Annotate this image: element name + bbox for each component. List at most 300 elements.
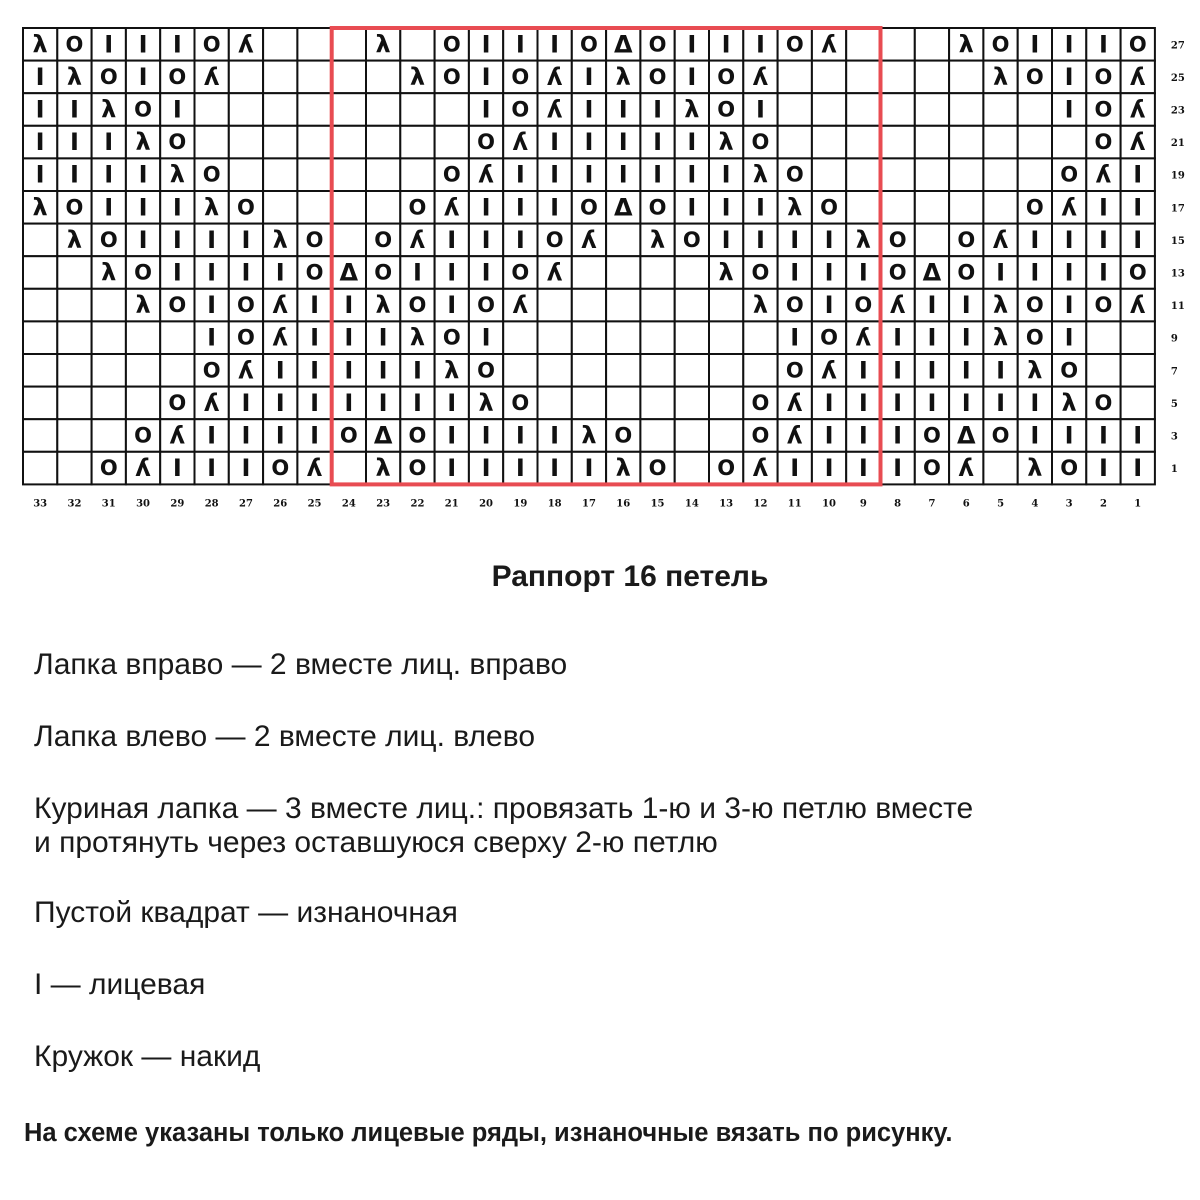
stitch-symbol: I: [721, 30, 731, 59]
stitch-symbol: O: [442, 64, 461, 89]
stitch-symbol: O: [854, 293, 873, 318]
stitch-symbol: ʎ: [512, 128, 529, 157]
stitch-symbol: O: [648, 32, 667, 57]
stitch-symbol: ʎ: [855, 323, 872, 352]
stitch-symbol: O: [1094, 130, 1113, 155]
column-number: 4: [1031, 498, 1039, 510]
chart-cell: [812, 126, 846, 159]
stitch-symbol: ʎ: [821, 30, 837, 59]
chart-cell: [366, 126, 400, 159]
chart-cell: [263, 93, 297, 126]
stitch-symbol: O: [614, 423, 633, 448]
stitch-symbol: O: [408, 456, 427, 481]
column-number: 5: [997, 498, 1005, 510]
stitch-symbol: I: [275, 356, 285, 385]
stitch-symbol: I: [790, 258, 800, 287]
stitch-symbol: I: [1030, 388, 1040, 417]
chart-cell: [675, 387, 709, 420]
stitch-symbol: ʎ: [203, 388, 220, 417]
chart-cell: [332, 191, 366, 224]
row-number: 21: [1170, 138, 1185, 150]
stitch-symbol: I: [1098, 225, 1108, 254]
chart-cell: [709, 419, 743, 452]
column-number: 28: [204, 498, 219, 510]
stitch-symbol: O: [408, 195, 427, 220]
stitch-symbol: O: [923, 423, 941, 448]
stitch-symbol: I: [1064, 291, 1074, 320]
stitch-symbol: I: [1064, 323, 1074, 352]
chart-cell: [675, 419, 709, 452]
chart-cell: [983, 158, 1017, 191]
stitch-symbol: O: [271, 456, 290, 481]
stitch-symbol: I: [790, 323, 800, 352]
stitch-symbol: I: [481, 421, 491, 450]
chart-cell: [812, 93, 846, 126]
stitch-symbol: ᐃ: [373, 421, 393, 450]
stitch-symbol: I: [344, 388, 354, 417]
stitch-symbol: I: [447, 291, 457, 320]
chart-cell: [812, 158, 846, 191]
stitch-symbol: O: [751, 260, 770, 285]
stitch-symbol: I: [584, 160, 594, 189]
stitch-symbol: I: [241, 454, 251, 483]
chart-cell: [23, 354, 57, 387]
stitch-symbol: λ: [101, 258, 117, 287]
chart-cell: [400, 158, 434, 191]
chart-cell: [297, 126, 331, 159]
chart-cell: [229, 158, 263, 191]
stitch-symbol: I: [310, 356, 320, 385]
stitch-symbol: I: [241, 225, 251, 254]
stitch-symbol: ʎ: [786, 421, 803, 450]
legend-item-yarn-over: Кружок — накид: [34, 1040, 261, 1073]
chart-cell: [366, 158, 400, 191]
stitch-symbol: ʎ: [546, 95, 563, 124]
stitch-symbol: O: [923, 456, 941, 481]
stitch-symbol: O: [1128, 32, 1147, 57]
stitch-symbol: λ: [66, 62, 83, 91]
stitch-symbol: I: [687, 160, 697, 189]
stitch-symbol: I: [961, 356, 971, 385]
chart-cell: [915, 126, 949, 159]
stitch-symbol: I: [996, 258, 1006, 287]
stitch-symbol: I: [378, 356, 388, 385]
column-number: 33: [33, 498, 48, 510]
column-number: 14: [684, 498, 699, 510]
stitch-symbol: I: [138, 225, 148, 254]
legend-item-right-decrease: Лапка вправо — 2 вместе лиц. вправо: [34, 648, 568, 681]
stitch-symbol: I: [858, 421, 868, 450]
chart-cell: [23, 387, 57, 420]
stitch-symbol: I: [138, 160, 148, 189]
stitch-symbol: ʎ: [1129, 95, 1146, 124]
stitch-symbol: I: [481, 95, 491, 124]
chart-title: Раппорт 16 петель: [491, 560, 769, 593]
chart-cell: [538, 289, 572, 322]
stitch-symbol: I: [172, 95, 182, 124]
chart-cell: [229, 126, 263, 159]
stitch-symbol: I: [1030, 225, 1040, 254]
chart-cell: [435, 126, 469, 159]
stitch-symbol: O: [717, 456, 736, 481]
stitch-symbol: O: [682, 227, 701, 252]
legend-item-left-decrease: Лапка влево — 2 вместе лиц. влево: [34, 720, 536, 753]
stitch-symbol: O: [1060, 456, 1079, 481]
stitch-symbol: I: [790, 454, 800, 483]
chart-cell: [572, 289, 606, 322]
stitch-symbol: I: [447, 258, 457, 287]
stitch-symbol: I: [1030, 421, 1040, 450]
stitch-symbol: I: [310, 323, 320, 352]
stitch-symbol: I: [687, 62, 697, 91]
stitch-symbol: O: [1060, 358, 1079, 383]
stitch-symbol: λ: [992, 62, 1009, 91]
stitch-symbol: I: [653, 160, 663, 189]
chart-cell: [538, 321, 572, 354]
column-number: 11: [787, 498, 802, 510]
stitch-symbol: ʎ: [512, 291, 529, 320]
stitch-symbol: I: [1030, 30, 1040, 59]
stitch-symbol: O: [511, 64, 530, 89]
chart-cell: [640, 289, 674, 322]
stitch-symbol: I: [721, 193, 731, 222]
chart-cell: [160, 354, 194, 387]
stitch-symbol: O: [991, 423, 1010, 448]
stitch-symbol: O: [237, 293, 255, 318]
chart-cell: [572, 354, 606, 387]
chart-cell: [640, 321, 674, 354]
stitch-symbol: I: [893, 388, 903, 417]
chart-cell: [640, 256, 674, 289]
stitch-symbol: I: [584, 95, 594, 124]
stitch-symbol: I: [1098, 30, 1108, 59]
stitch-symbol: λ: [615, 454, 631, 483]
chart-cell: [229, 61, 263, 94]
column-number: 13: [719, 498, 734, 510]
chart-cell: [949, 93, 983, 126]
stitch-symbol: I: [858, 454, 868, 483]
stitch-symbol: I: [1064, 258, 1074, 287]
stitch-symbol: I: [310, 388, 320, 417]
stitch-symbol: ʎ: [238, 30, 254, 59]
stitch-symbol: O: [648, 64, 667, 89]
stitch-symbol: ʎ: [546, 258, 563, 287]
chart-cell: [915, 93, 949, 126]
stitch-symbol: O: [134, 423, 152, 448]
stitch-symbol: O: [168, 64, 187, 89]
stitch-symbol: O: [477, 358, 495, 383]
chart-cell: [846, 93, 880, 126]
stitch-symbol: I: [927, 356, 937, 385]
column-number: 6: [962, 498, 970, 510]
stitch-symbol: ʎ: [238, 356, 254, 385]
stitch-symbol: I: [1133, 421, 1143, 450]
row-number: 3: [1170, 431, 1178, 443]
chart-cell: [778, 126, 812, 159]
column-number: 24: [341, 498, 356, 510]
stitch-symbol: I: [447, 388, 457, 417]
chart-cell: [778, 61, 812, 94]
stitch-symbol: I: [550, 193, 560, 222]
stitch-symbol: I: [241, 388, 251, 417]
chart-cell: [778, 93, 812, 126]
column-number: 31: [101, 498, 116, 510]
stitch-symbol: I: [858, 258, 868, 287]
chart-cell: [400, 93, 434, 126]
stitch-symbol: λ: [615, 62, 631, 91]
column-number: 30: [136, 498, 151, 510]
chart-cell: [915, 191, 949, 224]
chart-cell: [332, 224, 366, 257]
stitch-symbol: ʎ: [992, 225, 1009, 254]
knitting-chart: [0, 0, 1200, 545]
stitch-symbol: λ: [135, 291, 151, 320]
stitch-symbol: λ: [101, 95, 117, 124]
stitch-symbol: O: [717, 64, 736, 89]
stitch-symbol: I: [172, 454, 182, 483]
chart-cell: [949, 126, 983, 159]
stitch-symbol: I: [893, 421, 903, 450]
chart-cell: [92, 354, 126, 387]
stitch-symbol: I: [207, 291, 217, 320]
stitch-symbol: ʎ: [1129, 128, 1146, 157]
stitch-symbol: I: [687, 30, 697, 59]
stitch-symbol: λ: [135, 128, 151, 157]
stitch-symbol: O: [374, 227, 393, 252]
stitch-symbol: I: [138, 193, 148, 222]
chart-cell: [366, 61, 400, 94]
stitch-symbol: I: [378, 388, 388, 417]
stitch-symbol: λ: [375, 454, 391, 483]
stitch-symbol: O: [305, 260, 324, 285]
stitch-symbol: I: [687, 193, 697, 222]
stitch-symbol: λ: [169, 160, 185, 189]
stitch-symbol: I: [172, 225, 182, 254]
stitch-symbol: O: [717, 97, 736, 122]
stitch-symbol: λ: [1061, 388, 1077, 417]
stitch-symbol: O: [991, 32, 1010, 57]
chart-cell: [606, 354, 640, 387]
chart-cell: [57, 321, 91, 354]
stitch-symbol: O: [1025, 325, 1044, 350]
chart-cell: [332, 452, 366, 485]
stitch-symbol: ʎ: [581, 225, 597, 254]
stitch-symbol: I: [1064, 421, 1074, 450]
stitch-symbol: I: [344, 291, 354, 320]
stitch-symbol: I: [996, 356, 1006, 385]
stitch-symbol: I: [1064, 62, 1074, 91]
chart-cell: [126, 387, 160, 420]
chart-cell: [606, 387, 640, 420]
column-number: 26: [273, 498, 288, 510]
stitch-symbol: I: [755, 225, 765, 254]
stitch-symbol: I: [653, 95, 663, 124]
column-number: 23: [376, 498, 391, 510]
stitch-symbol: O: [477, 130, 495, 155]
stitch-symbol: O: [408, 423, 427, 448]
stitch-symbol: I: [515, 454, 525, 483]
stitch-symbol: I: [1133, 454, 1143, 483]
chart-cell: [195, 126, 229, 159]
stitch-symbol: I: [653, 128, 663, 157]
chart-cell: [263, 61, 297, 94]
stitch-symbol: I: [1098, 258, 1108, 287]
chart-cell: [23, 289, 57, 322]
stitch-symbol: I: [687, 128, 697, 157]
stitch-symbol: I: [893, 323, 903, 352]
stitch-symbol: I: [755, 193, 765, 222]
chart-cell: [983, 452, 1017, 485]
column-number: 12: [753, 498, 768, 510]
stitch-symbol: I: [275, 258, 285, 287]
stitch-symbol: I: [35, 128, 45, 157]
chart-cell: [675, 289, 709, 322]
chart-cell: [949, 191, 983, 224]
stitch-symbol: λ: [66, 225, 83, 254]
stitch-symbol: I: [481, 30, 491, 59]
column-number: 19: [513, 498, 528, 510]
stitch-symbol: I: [1133, 193, 1143, 222]
column-number: 32: [67, 498, 82, 510]
stitch-symbol: I: [858, 356, 868, 385]
chart-cell: [503, 321, 537, 354]
chart-cell: [1121, 321, 1155, 354]
stitch-symbol: ʎ: [1129, 62, 1146, 91]
stitch-symbol: O: [751, 390, 770, 415]
column-number: 1: [1134, 498, 1142, 510]
column-number: 29: [170, 498, 185, 510]
stitch-symbol: I: [721, 160, 731, 189]
stitch-symbol: ʎ: [409, 225, 426, 254]
stitch-symbol: I: [927, 388, 937, 417]
stitch-symbol: I: [310, 291, 320, 320]
chart-cell: [983, 93, 1017, 126]
stitch-symbol: I: [755, 95, 765, 124]
stitch-symbol: I: [104, 30, 114, 59]
stitch-symbol: ʎ: [1061, 193, 1077, 222]
stitch-symbol: λ: [32, 30, 48, 59]
chart-cell: [709, 387, 743, 420]
stitch-symbol: ʎ: [306, 454, 323, 483]
footnote: На схеме указаны только лицевые ряды, изнаночные вязать по рисунку.: [24, 1119, 953, 1147]
stitch-symbol: λ: [409, 323, 426, 352]
chart-cell: [332, 126, 366, 159]
chart-cell: [572, 256, 606, 289]
stitch-symbol: I: [1064, 30, 1074, 59]
stitch-symbol: O: [65, 32, 84, 57]
stitch-symbol: ʎ: [1095, 160, 1112, 189]
stitch-symbol: I: [515, 30, 525, 59]
column-number: 7: [928, 498, 936, 510]
stitch-symbol: O: [580, 32, 598, 57]
stitch-symbol: I: [344, 323, 354, 352]
chart-cell: [983, 126, 1017, 159]
chart-cell: [1086, 354, 1120, 387]
stitch-symbol: λ: [1027, 454, 1043, 483]
stitch-symbol: I: [207, 421, 217, 450]
stitch-symbol: O: [1094, 390, 1113, 415]
chart-cell: [400, 28, 434, 61]
row-number: 17: [1170, 203, 1185, 215]
chart-cell: [709, 321, 743, 354]
chart-cell: [1018, 93, 1052, 126]
stitch-symbol: O: [785, 293, 804, 318]
chart-cell: [846, 191, 880, 224]
chart-cell: [1018, 158, 1052, 191]
chart-cell: [366, 191, 400, 224]
chart-cell: [538, 387, 572, 420]
chart-cell: [366, 93, 400, 126]
stitch-symbol: I: [104, 128, 114, 157]
stitch-symbol: O: [1094, 64, 1113, 89]
stitch-symbol: I: [824, 454, 834, 483]
stitch-symbol: I: [584, 128, 594, 157]
stitch-symbol: I: [344, 356, 354, 385]
stitch-symbol: I: [824, 388, 834, 417]
stitch-symbol: O: [99, 456, 118, 481]
chart-cell: [297, 61, 331, 94]
stitch-symbol: I: [104, 193, 114, 222]
stitch-symbol: I: [515, 193, 525, 222]
column-number: 15: [650, 498, 665, 510]
stitch-symbol: I: [1030, 258, 1040, 287]
chart-cell: [229, 93, 263, 126]
stitch-symbol: I: [1133, 160, 1143, 189]
chart-cell: [709, 354, 743, 387]
legend-item-double-decrease: Куриная лапка — 3 вместе лиц.: провязать 1-ю и 3-ю петлю вместе: [34, 792, 974, 825]
chart-cell: [332, 93, 366, 126]
chart-cell: [263, 158, 297, 191]
column-number: 27: [238, 498, 253, 510]
stitch-symbol: I: [515, 225, 525, 254]
column-number: 2: [1099, 498, 1107, 510]
stitch-symbol: λ: [204, 193, 220, 222]
stitch-symbol: I: [1064, 95, 1074, 124]
stitch-symbol: ʎ: [169, 421, 186, 450]
stitch-symbol: I: [412, 388, 422, 417]
chart-cell: [92, 289, 126, 322]
stitch-symbol: I: [550, 128, 560, 157]
stitch-symbol: O: [511, 260, 530, 285]
stitch-symbol: I: [584, 62, 594, 91]
chart-cell: [263, 28, 297, 61]
chart-cell: [1121, 387, 1155, 420]
stitch-symbol: O: [1025, 195, 1044, 220]
stitch-symbol: O: [442, 325, 461, 350]
chart-cell: [709, 289, 743, 322]
chart-cell: [332, 28, 366, 61]
stitch-symbol: O: [168, 293, 187, 318]
chart-cell: [640, 354, 674, 387]
column-number: 21: [444, 498, 459, 510]
stitch-symbol: I: [207, 323, 217, 352]
stitch-symbol: I: [550, 421, 560, 450]
stitch-symbol: I: [824, 291, 834, 320]
stitch-symbol: I: [481, 193, 491, 222]
stitch-symbol: λ: [649, 225, 666, 254]
stitch-symbol: I: [515, 160, 525, 189]
stitch-symbol: λ: [684, 95, 700, 124]
stitch-symbol: O: [751, 130, 770, 155]
stitch-symbol: I: [138, 62, 148, 91]
column-number: 9: [859, 498, 867, 510]
legend-item-knit: I — лицевая: [34, 968, 206, 1001]
stitch-symbol: I: [241, 421, 251, 450]
stitch-symbol: ʎ: [203, 62, 220, 91]
stitch-symbol: I: [550, 30, 560, 59]
stitch-symbol: λ: [958, 30, 974, 59]
stitch-symbol: O: [237, 325, 255, 350]
